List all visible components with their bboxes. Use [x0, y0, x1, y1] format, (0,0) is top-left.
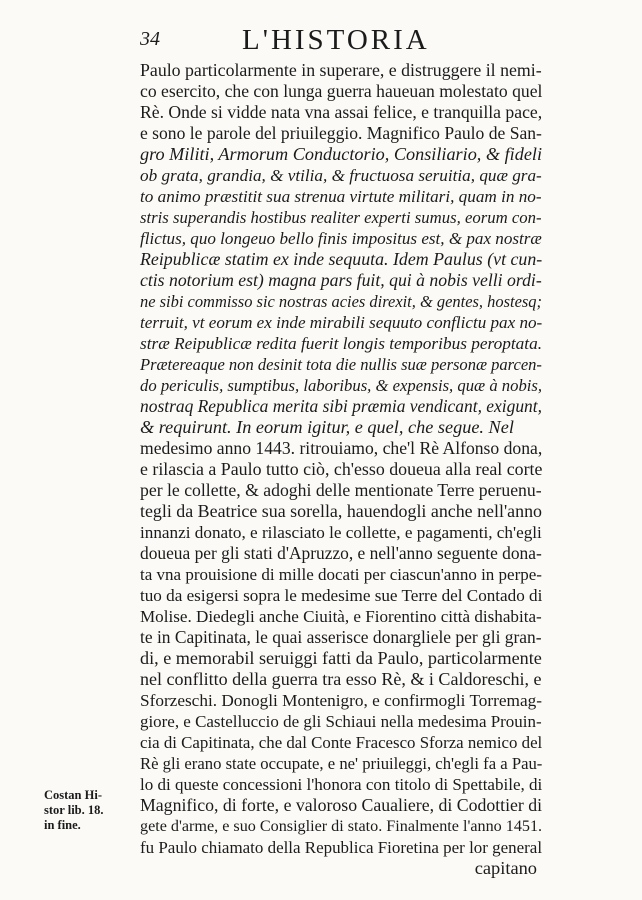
text-line: tuo da esigersi sopra le medesime sue Terre del Contado di	[140, 586, 543, 605]
text-line: te in Capitinata, le quai asserisce donargliele per gli gran-	[140, 627, 542, 647]
text-line: stris superandis hostibus realiter experti sumus, eorum con-	[140, 208, 542, 227]
text-line: lo di queste concessioni l'honora con titolo di Spettabile, di	[140, 775, 543, 794]
text-line: Reipublicæ statim ex inde sequuta. Idem Paulus (vt cun-	[140, 249, 543, 269]
margin-note	[44, 788, 136, 833]
text-line: innanzi donato, e rilasciato le collette, e pagamenti, ch'egli	[140, 523, 542, 542]
text-line: ob grata, grandia, & vtilia, & fructuosa seruitia, quæ gra-	[140, 166, 542, 185]
text-line: terruit, vt eorum ex inde mirabili sequuto conflictu pax no-	[140, 313, 543, 332]
text-line: e rilascia a Paulo tutto ciò, ch'esso doueua alla real corte	[140, 459, 543, 479]
text-line: nel conflitto della guerra tra esso Rè, & i Caldoreschi, e	[140, 669, 542, 689]
text-line: ne sibi commisso sic nostras acies direxit, & gentes, hostesq;	[140, 292, 542, 311]
text-line: Sforzeschi. Donogli Montenigro, e confirmogli Torremag-	[140, 691, 542, 710]
text-line: ctis notorium est) magna pars fuit, qui à nobis velli ordi-	[140, 270, 542, 290]
margin-note-line: Costan Hi-	[44, 788, 102, 802]
page-number: 34	[140, 28, 160, 50]
running-head: L'HISTORIA	[242, 24, 430, 56]
catchword: capitano	[474, 858, 537, 878]
text-line: Paulo particolarmente in superare, e distruggere il nemi-	[140, 60, 542, 80]
text-line: cia di Capitinata, che dal Conte Fracesco Sforza nemico del	[140, 733, 543, 752]
text-line: medesimo anno 1443. ritrouiamo, che'l Rè Alfonso dona,	[140, 438, 543, 458]
text-line: doueua per gli stati d'Apruzzo, e nell'anno seguente dona-	[140, 543, 542, 563]
text-line: co esercito, che con lunga guerra haueuan molestato quel	[140, 81, 543, 101]
text-line: e sono le parole del priuileggio. Magnifico Paulo de San-	[140, 123, 542, 143]
text-line: giore, e Castelluccio de gli Schiaui nella medesima Prouin-	[140, 712, 542, 731]
text-line: di, e memorabil seruiggi fatti da Paulo, particolarmente	[140, 648, 542, 668]
text-line: nostraq Republica merita sibi præmia vendicant, exigunt,	[140, 396, 542, 416]
text-line: Molise. Diedegli anche Ciuità, e Fiorentino città dishabita-	[140, 607, 542, 626]
text-line: stræ Reipublicæ redita fuerit longis temporibus peroptata.	[140, 334, 543, 353]
text-line: tegli da Beatrice sua sorella, hauendogli anche nell'anno	[140, 501, 542, 521]
text-line: Prætereaque non desinit tota die nullis suæ personæ parcen-	[140, 355, 542, 374]
text-line: ta vna prouisione di mille docati per ciascun'anno in perpe-	[140, 565, 542, 584]
text-line: Rè. Onde si vidde nata vna assai felice, e tranquilla pace,	[140, 102, 543, 122]
text-line: do periculis, sumptibus, laboribus, & expensis, quæ à nobis,	[140, 376, 543, 395]
page-header	[140, 20, 540, 60]
body-text	[140, 60, 545, 879]
margin-note-line: stor lib. 18.	[44, 803, 104, 817]
text-line: & requirunt. In eorum igitur, e quel, che segue. Nel	[140, 417, 514, 437]
text-line: Magnifico, di forte, e valoroso Caualiere, di Codottier di	[140, 795, 543, 815]
text-line: gete d'arme, e suo Consiglier di stato. Finalmente l'anno 1451.	[140, 818, 543, 835]
text-line: flictus, quo longeuo bello finis impositus est, & pax nostræ	[140, 229, 542, 248]
margin-note-line: in fine.	[44, 818, 81, 832]
text-line: fu Paulo chiamato della Republica Fioretina per lor general	[140, 838, 543, 857]
text-line: Rè gli erano state occupate, e ne' priuileggi, ch'egli fa a Pau-	[140, 754, 543, 773]
text-line: to animo præstitit sua strenua virtute militari, quam in no-	[140, 187, 542, 206]
text-line: per le collette, & adoghi delle mentionate Terre peruenu-	[140, 480, 542, 500]
text-line: gro Militi, Armorum Conductorio, Consiliario, & fideli	[140, 144, 543, 164]
